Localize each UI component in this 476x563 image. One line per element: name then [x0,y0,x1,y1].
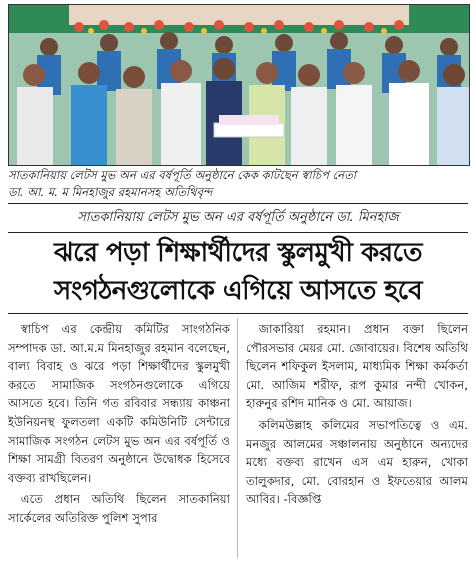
caption-line-2: ডা. আ. ম. ম মিনহাজুর রহমানসহ অতিথিবৃন্দ [8,185,213,199]
headline [6,234,470,310]
headline-divider [8,313,468,314]
headline-line-2: সংগঠনগুলোকে এগিয়ে আসতে হবে [53,276,423,306]
news-photo-illustration [9,5,469,165]
photo-caption [8,167,468,204]
column-1-paragraph-2: এতে প্রধান অতিথি ছিলেন সাতকানিয়া সার্কেলের অতিরিক্ত পুলিশ সুপার [8,492,230,525]
column-2-paragraph-2: কলিমউল্লাহ কলিমের সভাপতিত্বে ও এম. মনজুর আলমের সঞ্চালনায় অনুষ্ঠানে অন্যদের মধ্যে বক্তব্য রাখেন এস এম হারুন, খোকা তালুকদার, মো. বোরহান ও ইফতেয়ার আলম আবির। -বিজ্ঞপ্তি [246,417,468,507]
column-1-paragraph-1: স্বাচিপ এর কেন্দ্রীয় কমিটির সাংগঠনিক সম্পাদক ডা. আ.ম.ম মিনহাজুর রহমান বলেছেন, বাল্য বিবাহ ও ঝরে পড়া শিক্ষার্থীদের স্কুলমুখী করতে সামাজিক সংগঠনগুলোকে এগিয়ে আসতে হবে। তিনি গত রবিবার সন্ধ্যায় কাঞ্চনা ইউনিয়নস্থ ফুলতলা একটি কমিউনিটি সেন্টারে সামাজিক সংগঠন লেটস মুভ অন এর বর্ষপূর্তি ও শিক্ষা সামগ্রী বিতরণ অনুষ্ঠানে উদ্বোধক হিসেবে বক্তব্য রাখছিলেন। [8,322,230,485]
caption-line-1: সাতকানিয়ায় লেটস মুভ অন এর বর্ষপূর্তি অনুষ্ঠানে কেক কাটছেন স্বাচিপ নেতা [8,168,357,182]
headline-line-1: ঝরে পড়া শিক্ষার্থীদের স্কুলমুখী করতে [54,238,422,268]
column-divider [237,318,238,558]
column-2-paragraph-1: জাকারিয়া রহমান। প্রধান বক্তা ছিলেন পৌরসভার মেয়র মো. জোবায়ের। বিশেষ অতিথি ছিলেন শফিকুল ইসলাম, মাধ্যমিক শিক্ষা কর্মকর্তা মো. আজিম শরীফ, রূপ কুমার নন্দী খোকন, হারুনুর রশিদ মানিক ও মো. আয়াজ। [246,322,468,411]
article-column-1 [8,320,230,528]
headline-kicker: সাতকানিয়ায় লেটস মুভ অন এর বর্ষপূর্তি অনুষ্ঠানে ডা. মিনহাজ [8,208,468,233]
news-photo [8,4,470,166]
article-column-2 [246,320,468,509]
